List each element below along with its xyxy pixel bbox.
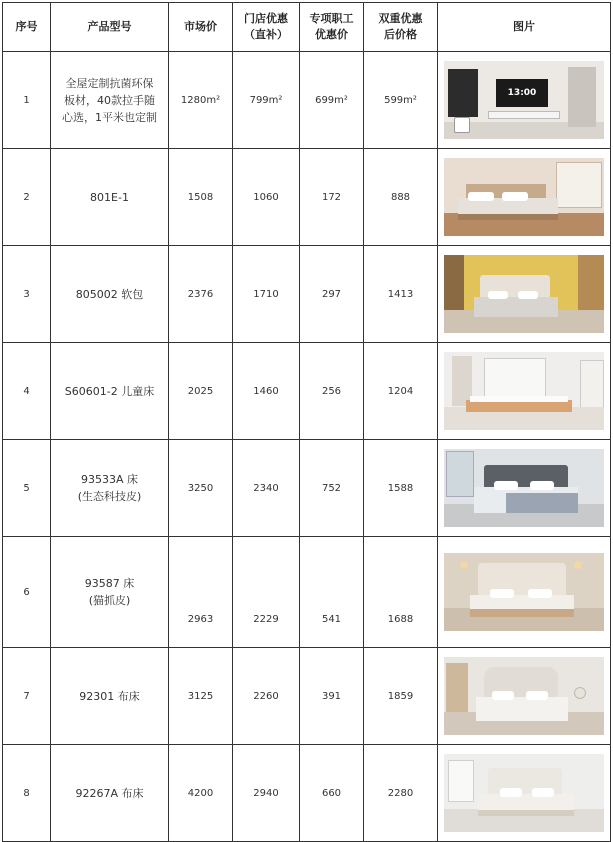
model-line: 801E-1: [90, 190, 129, 204]
cell-seq: 7: [3, 648, 51, 745]
table-row: [3, 149, 611, 246]
tv-clock: 13:00: [496, 79, 548, 107]
cell-image: [438, 440, 611, 537]
model-line: 93587 床: [84, 577, 135, 590]
cell-store-discount: 1460: [233, 343, 300, 440]
cell-market-price: 2376: [169, 246, 233, 343]
cell-store-discount: 2260: [233, 648, 300, 745]
cell-seq: 2: [3, 149, 51, 246]
cell-double-price: 888: [364, 149, 438, 246]
model-line: 805002 软包: [75, 287, 144, 301]
table-row: [3, 745, 611, 842]
table-row: [3, 246, 611, 343]
cell-market-price: 1280m²: [169, 52, 233, 149]
bed-photo: [444, 754, 604, 832]
bed-photo: [444, 255, 604, 333]
cell-staff-price: 541: [300, 537, 364, 648]
cell-staff-price: 391: [300, 648, 364, 745]
cell-double-price: 1413: [364, 246, 438, 343]
header-store-discount: [233, 3, 300, 52]
cell-image: [438, 745, 611, 842]
cell-market-price: 3250: [169, 440, 233, 537]
price-table: [2, 2, 611, 842]
model-line: (猫抓皮): [88, 594, 131, 607]
model-line: 93533A 床: [80, 473, 138, 486]
header-double-price: [364, 3, 438, 52]
cell-staff-price: 752: [300, 440, 364, 537]
table-row: [3, 440, 611, 537]
model-line: 92267A 布床: [75, 786, 144, 800]
cell-staff-price: 297: [300, 246, 364, 343]
cell-double-price: 1688: [364, 537, 438, 648]
cell-model: [51, 440, 169, 537]
cell-image: [438, 648, 611, 745]
cell-double-price: 1204: [364, 343, 438, 440]
bed-photo: [444, 553, 604, 631]
header-staff-price: [300, 3, 364, 52]
cell-market-price: 1508: [169, 149, 233, 246]
cell-model: [51, 648, 169, 745]
cell-seq: 3: [3, 246, 51, 343]
header-staff-line2: 优惠价: [315, 28, 348, 41]
model-line: S60601-2 儿童床: [64, 384, 155, 398]
header-double-line2: 后价格: [384, 28, 417, 41]
price-sheet: [2, 2, 610, 800]
cell-store-discount: 1710: [233, 246, 300, 343]
cell-model: [51, 537, 169, 648]
cell-model: [51, 246, 169, 343]
cell-seq: 8: [3, 745, 51, 842]
cell-seq: 4: [3, 343, 51, 440]
cell-market-price: 2963: [169, 537, 233, 648]
cell-image: [438, 149, 611, 246]
bed-photo: [444, 158, 604, 236]
table-row: [3, 537, 611, 648]
header-image: 图片: [438, 3, 611, 52]
header-market-price: 市场价: [169, 3, 233, 52]
bed-photo: [444, 352, 604, 430]
cell-store-discount: 2229: [233, 537, 300, 648]
living-room-photo: [444, 61, 604, 139]
table-row: [3, 343, 611, 440]
cell-model: [51, 745, 169, 842]
table-row: [3, 52, 611, 149]
header-double-line1: 双重优惠: [378, 12, 423, 25]
cell-seq: 5: [3, 440, 51, 537]
cell-staff-price: 660: [300, 745, 364, 842]
cell-image: [438, 52, 611, 149]
cell-seq: 6: [3, 537, 51, 648]
bed-photo: [444, 657, 604, 735]
cell-store-discount: 799m²: [233, 52, 300, 149]
cell-model: [51, 343, 169, 440]
cell-double-price: 1588: [364, 440, 438, 537]
cell-image: [438, 537, 611, 648]
cell-model: [51, 149, 169, 246]
cell-double-price: 2280: [364, 745, 438, 842]
cell-double-price: 1859: [364, 648, 438, 745]
cell-store-discount: 2340: [233, 440, 300, 537]
cell-double-price: 599m²: [364, 52, 438, 149]
header-model: 产品型号: [51, 3, 169, 52]
cell-staff-price: 699m²: [300, 52, 364, 149]
cell-image: [438, 246, 611, 343]
cell-model: [51, 52, 169, 149]
model-line: (生态科技皮): [77, 490, 142, 503]
model-line: 心选，1平米也定制: [62, 110, 157, 124]
model-line: 92301 布床: [79, 689, 140, 703]
cell-market-price: 3125: [169, 648, 233, 745]
cell-staff-price: 172: [300, 149, 364, 246]
bed-photo: [444, 449, 604, 527]
table-row: [3, 648, 611, 745]
header-store-line1: 门店优惠: [244, 12, 288, 25]
cell-store-discount: 1060: [233, 149, 300, 246]
header-store-line2: （直补）: [244, 28, 288, 41]
cell-market-price: 4200: [169, 745, 233, 842]
cell-store-discount: 2940: [233, 745, 300, 842]
cell-market-price: 2025: [169, 343, 233, 440]
cell-seq: 1: [3, 52, 51, 149]
header-row: [3, 3, 611, 52]
cell-staff-price: 256: [300, 343, 364, 440]
model-line: 板材，40款拉手随: [64, 93, 155, 107]
model-line: 全屋定制抗菌环保: [65, 76, 154, 90]
header-seq: 序号: [3, 3, 51, 52]
cell-image: [438, 343, 611, 440]
header-staff-line1: 专项职工: [309, 12, 354, 25]
